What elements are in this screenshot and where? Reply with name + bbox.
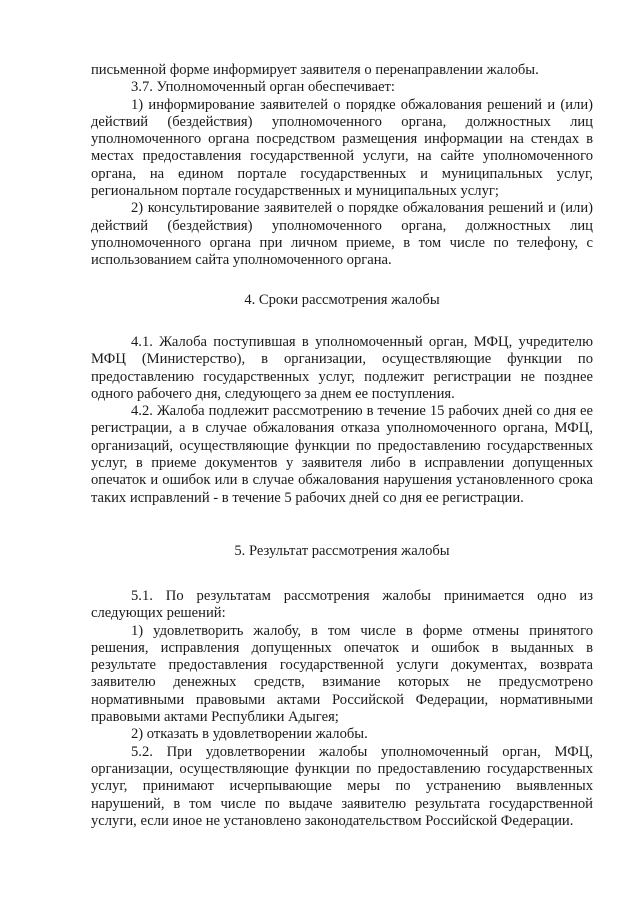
paragraph-5-2: 5.2. При удовлетворении жалобы уполномоченный орган, МФЦ, организации, осуществляющие функции по предоставлению государственных услуг, принимают исчерпывающие меры по устранению выявленных нарушений, в том числе по выдаче заявителю результата государственной услуги, если иное не установлено законодательством Российской Федерации. (91, 743, 593, 829)
text-block-section-3-end (91, 62, 593, 270)
text-block-section-5 (91, 588, 593, 830)
paragraph-5-1: 5.1. По результатам рассмотрения жалобы принимается одно из следующих решений: (91, 588, 593, 622)
paragraph-4-1: 4.1. Жалоба поступившая в уполномоченный орган, МФЦ, учредителю МФЦ (Министерство), в организации, осуществляющие функции по предоставлению государственных услуг, подлежит регистрации не позднее одного рабочего дня, следующего за днем ее поступления. (91, 334, 593, 402)
paragraph-continuation: письменной форме информирует заявителя о перенаправлении жалобы. (91, 62, 539, 78)
text-block-section-4 (91, 334, 593, 507)
section-5-title: 5. Результат рассмотрения жалобы (234, 543, 450, 559)
paragraph-5-1-item-2: 2) отказать в удовлетворении жалобы. (131, 726, 368, 743)
paragraph-3-7-item-2: 2) консультирование заявителей о порядке обжалования решений и (или) действий (бездействия) уполномоченного органа, должностных лиц уполномоченного органа при личном приеме, в том числе по телефону, с использованием сайта уполномоченного органа. (91, 200, 593, 269)
section-4-title: 4. Сроки рассмотрения жалобы (244, 292, 440, 308)
paragraph-4-2: 4.2. Жалоба подлежит рассмотрению в течение 15 рабочих дней со дня ее регистрации, а в случае обжалования отказа уполномоченного органа, МФЦ, организаций, осуществляющие функции по предоставлению государственных услуг, в приеме документов у заявителя либо в исправлении допущенных опечаток и ошибок или в случае обжалования нарушения установленного срока таких исправлений - в течение 5 рабочих дней со дня ее регистрации. (91, 403, 593, 506)
paragraph-3-7: 3.7. Уполномоченный орган обеспечивает: (131, 79, 395, 96)
paragraph-5-1-item-1: 1) удовлетворить жалобу, в том числе в форме отмены принятого решения, исправления допущенных опечаток и ошибок в выданных в результате предоставления государственной услуги документах, возврата заявителю денежных средств, взимание которых не предусмотрено нормативными правовыми актами Российской Федерации, нормативными правовыми актами Республики Адыгея; (91, 622, 593, 726)
paragraph-3-7-item-1: 1) информирование заявителей о порядке обжалования решений и (или) действий (бездействия) уполномоченного органа, должностных лиц уполномоченного органа посредством размещения информации на стендах в местах предоставления государственной услуги, на сайте уполномоченного органа, на едином портале государственных и муниципальных услуг, региональном портале государственных и муниципальных услуг; (91, 96, 593, 200)
